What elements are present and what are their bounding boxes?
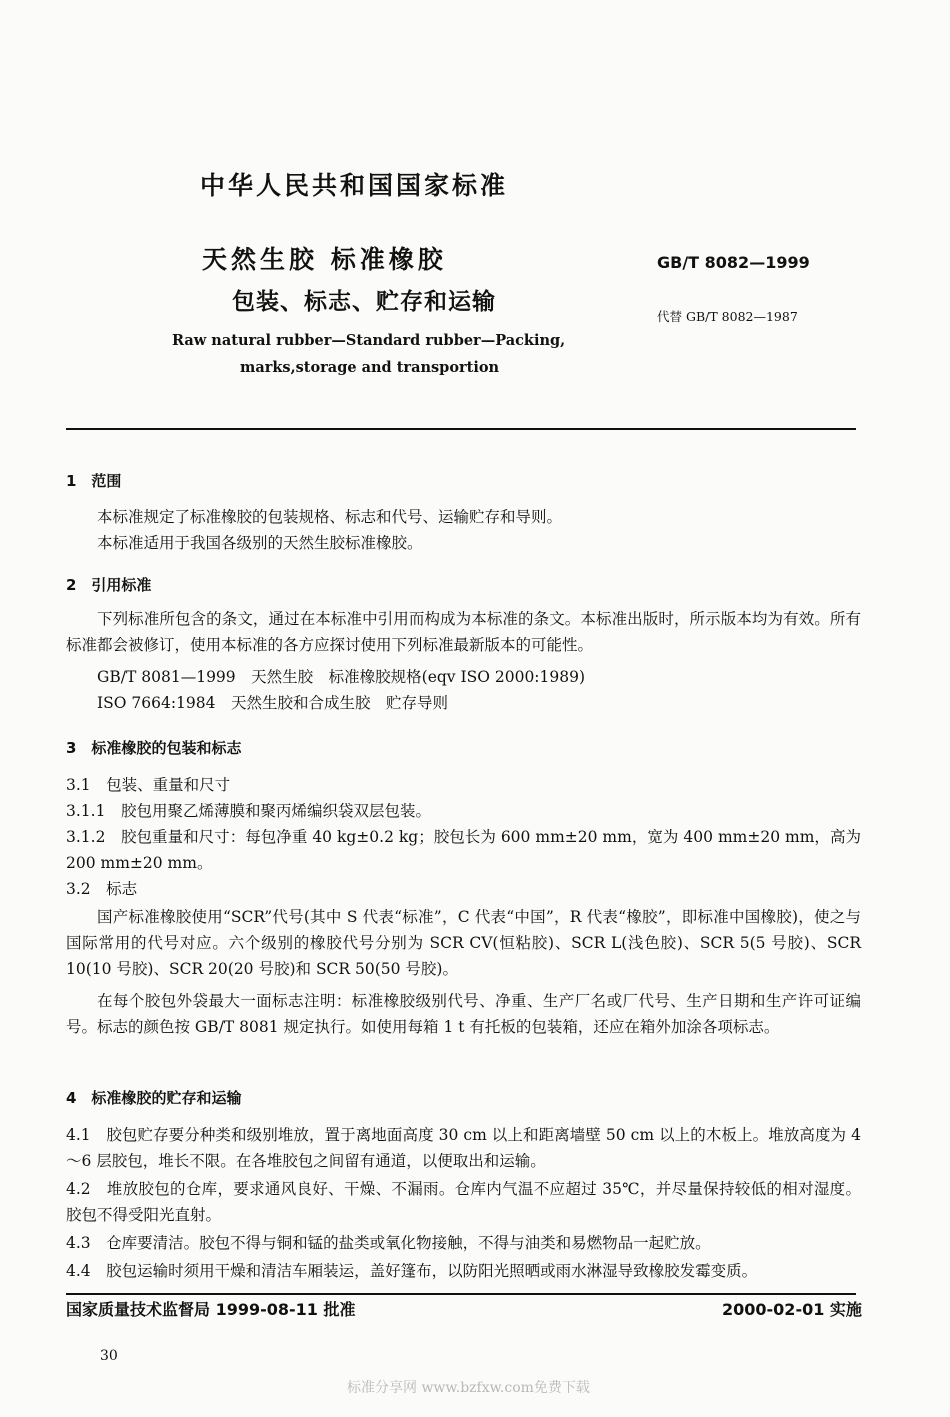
approval-date: 国家质量技术监督局 1999-08-11 批准 — [66, 1300, 356, 1319]
clause-3-1: 3.1 包装、重量和尺寸 — [66, 776, 231, 794]
title-cn-line2: 包装、标志、贮存和运输 — [232, 289, 496, 315]
section-2-ref-1: GB/T 8081—1999 天然生胶 标准橡胶规格(eqv ISO 2000:1989) — [97, 668, 586, 686]
clause-4-4: 4.4 胶包运输时须用干燥和清洁车厢装运，盖好篷布，以防阳光照晒或雨水淋湿导致橡胶发霉变质。 — [66, 1262, 758, 1280]
clause-3-1-1: 3.1.1 胶包用聚乙烯薄膜和聚丙烯编织袋双层包装。 — [66, 802, 431, 820]
replaces-standard: 代替 GB/T 8082—1987 — [657, 309, 798, 324]
section-1-para-2: 本标准适用于我国各级别的天然生胶标准橡胶。 — [97, 534, 423, 552]
footer-divider — [66, 1293, 856, 1295]
title-cn-line1: 天然生胶 标准橡胶 — [202, 245, 447, 274]
page-number: 30 — [100, 1348, 118, 1364]
section-1-heading: 1 范围 — [66, 472, 122, 490]
clause-3-2-para-1: 国产标准橡胶使用“SCR”代号(其中 S 代表“标准”，C 代表“中国”，R 代表“橡胶”，即标准中国橡胶)，使之与国际常用的代号对应。六个级别的橡胶代号分别为 SCR CV(恒粘胶)、SCR L(浅色胶)、SCR 5(5 号胶)、SCR 10(10 号胶)、SCR 20(20 号胶)和 SCR 50(50 号胶)。 — [66, 908, 861, 978]
clause-4-1: 4.1 胶包贮存要分种类和级别堆放，置于离地面高度 30 cm 以上和距离墙壁 50 cm 以上的木板上。堆放高度为 4～6 层胶包，堆长不限。在各堆胶包之间留有通道，以便取出和运输。 — [66, 1126, 861, 1170]
clause-3-2-para-2: 在每个胶包外袋最大一面标志注明：标准橡胶级别代号、净重、生产厂名或厂代号、生产日期和生产许可证编号。标志的颜色按 GB/T 8081 规定执行。如使用每箱 1 t 有托板的包装箱，还应在箱外加涂各项标志。 — [66, 992, 861, 1036]
org-title: 中华人民共和国国家标准 — [200, 171, 509, 200]
section-4-heading: 4 标准橡胶的贮存和运输 — [66, 1089, 242, 1107]
section-2-heading: 2 引用标准 — [66, 576, 152, 594]
section-2-ref-2: ISO 7664:1984 天然生胶和合成生胶 贮存导则 — [97, 694, 448, 712]
section-2-para-1: 下列标准所包含的条文，通过在本标准中引用而构成为本标准的条文。本标准出版时，所示版本均为有效。所有标准都会被修订，使用本标准的各方应探讨使用下列标准最新版本的可能性。 — [66, 610, 861, 654]
title-en-line1: Raw natural rubber—Standard rubber—Packing, — [172, 332, 566, 349]
title-en-line2: marks,storage and transportion — [240, 359, 500, 376]
standard-number: GB/T 8082—1999 — [657, 253, 810, 272]
section-3-heading: 3 标准橡胶的包装和标志 — [66, 739, 242, 757]
watermark: 标准分享网 www.bzfxw.com免费下载 — [347, 1380, 590, 1396]
header-divider — [66, 428, 856, 430]
clause-3-1-2: 3.1.2 胶包重量和尺寸：每包净重 40 kg±0.2 kg；胶包长为 600 mm±20 mm，宽为 400 mm±20 mm，高为 200 mm±20 mm。 — [66, 828, 861, 872]
clause-4-3: 4.3 仓库要清洁。胶包不得与铜和锰的盐类或氧化物接触，不得与油类和易燃物品一起贮放。 — [66, 1234, 711, 1252]
clause-4-2: 4.2 堆放胶包的仓库，要求通风良好、干燥、不漏雨。仓库内气温不应超过 35℃，并尽量保持较低的相对湿度。胶包不得受阳光直射。 — [66, 1180, 861, 1224]
section-1-para-1: 本标准规定了标准橡胶的包装规格、标志和代号、运输贮存和导则。 — [97, 508, 563, 526]
clause-3-2: 3.2 标志 — [66, 880, 138, 898]
effective-date: 2000-02-01 实施 — [722, 1300, 862, 1319]
